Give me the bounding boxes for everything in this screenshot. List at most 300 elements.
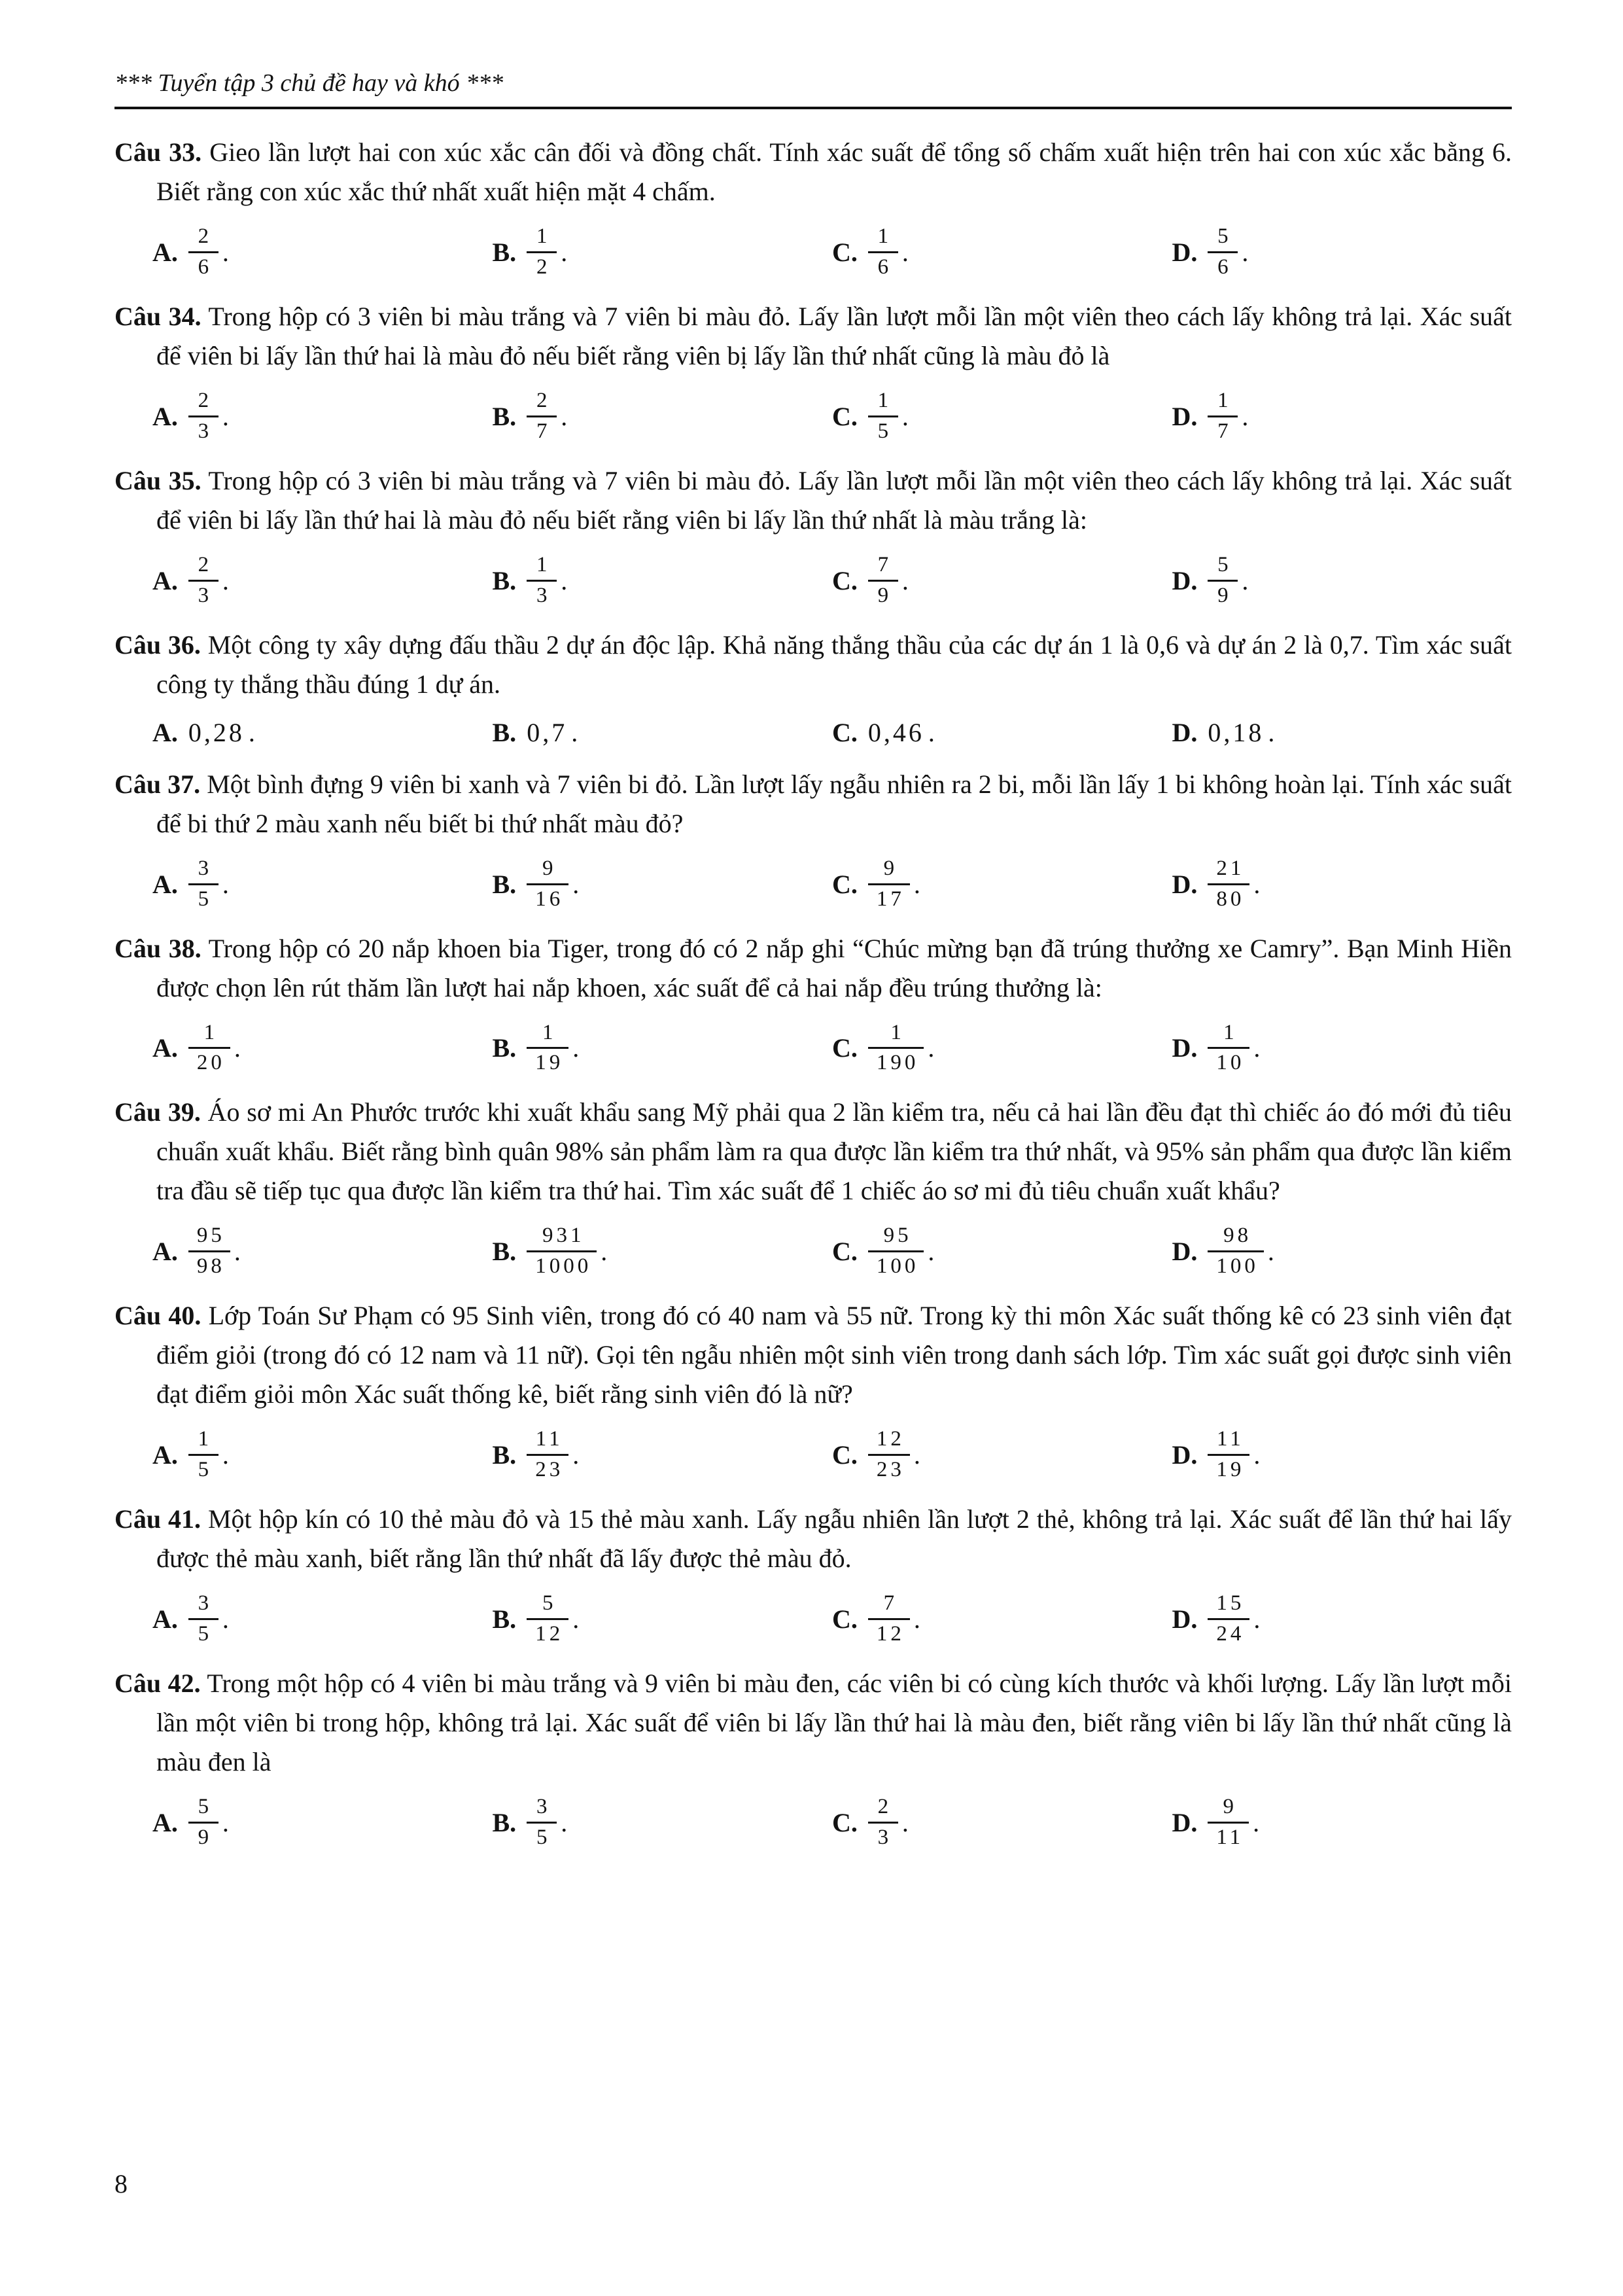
- answer-option: [493, 553, 833, 609]
- option-letter: C.: [832, 1033, 858, 1063]
- fraction-value: [527, 857, 568, 912]
- fraction-numerator: 3: [198, 1591, 213, 1616]
- answer-option: [493, 389, 833, 444]
- question: [114, 929, 1512, 1076]
- fraction-bar: [188, 251, 218, 253]
- question-body: Một hộp kín có 10 thẻ màu đỏ và 15 thẻ màu xanh. Lấy ngẫu nhiên lần lượt 2 thẻ, không trả lại. Xác suất để lần thứ hai lấy được thẻ màu xanh, biết rằng lần thứ nhất đã lấy được thẻ màu đỏ.: [156, 1504, 1512, 1574]
- options-row: [114, 553, 1512, 609]
- fraction-denominator: 3: [877, 1825, 892, 1849]
- option-letter: C.: [832, 1237, 858, 1267]
- question-paragraph: [114, 133, 1512, 211]
- fraction-value: [868, 1427, 910, 1483]
- fraction-denominator: 12: [535, 1622, 564, 1646]
- fraction-value: [527, 553, 557, 609]
- fraction-denominator: 23: [876, 1458, 905, 1482]
- fraction-bar: [527, 251, 557, 253]
- fraction-numerator: 1: [203, 1020, 218, 1044]
- option-letter: C.: [832, 1604, 858, 1634]
- option-letter: D.: [1172, 401, 1198, 431]
- fraction-value: [527, 389, 557, 444]
- question-paragraph: [114, 626, 1512, 704]
- answer-option: [1172, 1795, 1512, 1850]
- fraction-numerator: 7: [877, 552, 892, 576]
- fraction-numerator: 1: [877, 224, 892, 248]
- question-body: Một bình đựng 9 viên bi xanh và 7 viên bi đỏ. Lần lượt lấy ngẫu nhiên ra 2 bi, mỗi lần lấy 1 bi không hoàn lại. Tính xác suất để bi thứ 2 màu xanh nếu biết bi thứ nhất màu đỏ?: [156, 769, 1512, 838]
- question-body: Gieo lần lượt hai con xúc xắc cân đối và đồng chất. Tính xác suất để tổng số chấm xuất hiện trên hai con xúc xắc bằng 6. Biết rằng con xúc xắc thứ nhất xuất hiện mặt 4 chấm.: [156, 137, 1512, 206]
- question-number: Câu 33.: [114, 137, 202, 167]
- answer-option: [152, 1021, 493, 1076]
- fraction-value: [188, 389, 218, 444]
- fraction-numerator: 5: [542, 1591, 557, 1616]
- fraction-numerator: 2: [198, 224, 213, 248]
- fraction-bar: [1208, 251, 1238, 253]
- fraction-bar: [868, 580, 898, 582]
- fraction-value: [188, 553, 218, 609]
- question-number: Câu 40.: [114, 1301, 201, 1331]
- option-letter: B.: [492, 1033, 517, 1063]
- fraction-denominator: 100: [1216, 1254, 1259, 1279]
- options-row: [114, 1591, 1512, 1647]
- option-period: .: [1268, 717, 1275, 747]
- fraction-value: [868, 224, 898, 280]
- option-period: .: [601, 1237, 608, 1267]
- fraction-numerator: 7: [883, 1591, 898, 1616]
- question-paragraph: [114, 1664, 1512, 1782]
- fraction-numerator: 21: [1216, 856, 1245, 880]
- option-period: .: [1267, 1237, 1274, 1267]
- options-row: [114, 389, 1512, 444]
- option-period: .: [1253, 869, 1261, 899]
- question-paragraph: [114, 765, 1512, 843]
- question: [114, 1296, 1512, 1483]
- option-period: .: [571, 717, 578, 747]
- option-letter: B.: [492, 1237, 517, 1267]
- answer-option: [1172, 224, 1512, 280]
- fraction-numerator: 12: [876, 1427, 905, 1451]
- option-letter: A.: [152, 565, 178, 595]
- fraction-bar: [188, 415, 218, 417]
- option-value: 0,46: [867, 717, 924, 747]
- option-letter: B.: [492, 1807, 517, 1837]
- fraction-numerator: 5: [1217, 224, 1232, 248]
- fraction-bar: [527, 1618, 568, 1620]
- option-letter: D.: [1172, 1604, 1198, 1634]
- answer-option: [152, 553, 493, 609]
- fraction-denominator: 2: [536, 255, 551, 279]
- question: [114, 1093, 1512, 1279]
- option-letter: C.: [832, 401, 858, 431]
- fraction-numerator: 931: [542, 1224, 585, 1248]
- answer-option: [152, 1224, 493, 1279]
- fraction-denominator: 3: [536, 583, 551, 607]
- fraction-value: [188, 1224, 230, 1279]
- option-period: .: [572, 1440, 580, 1470]
- fraction-value: [188, 857, 218, 912]
- fraction-numerator: 1: [536, 552, 551, 576]
- option-period: .: [561, 237, 568, 267]
- fraction-bar: [527, 580, 557, 582]
- fraction-value: [868, 1021, 924, 1076]
- page-number: 8: [114, 2169, 128, 2199]
- question-body: Trong hộp có 3 viên bi màu trắng và 7 viên bi màu đỏ. Lấy lần lượt mỗi lần một viên theo cách lấy không trả lại. Xác suất để viên bi lấy lần thứ hai là màu đỏ nếu biết rằng viên bi lấy lần thứ nhất là màu trắng là:: [156, 465, 1512, 535]
- question-number: Câu 38.: [114, 933, 201, 963]
- option-letter: D.: [1172, 1440, 1198, 1470]
- fraction-value: [188, 224, 218, 280]
- option-period: .: [572, 1033, 580, 1063]
- option-period: .: [572, 869, 580, 899]
- fraction-numerator: 11: [535, 1427, 563, 1451]
- fraction-value: [1208, 1224, 1264, 1279]
- fraction-numerator: 15: [1216, 1591, 1245, 1616]
- option-period: .: [901, 1807, 909, 1837]
- fraction-bar: [868, 1047, 924, 1049]
- option-period: .: [222, 869, 229, 899]
- option-letter: B.: [492, 401, 517, 431]
- fraction-denominator: 9: [1217, 583, 1232, 607]
- answer-option: [832, 389, 1172, 444]
- option-letter: B.: [492, 1604, 517, 1634]
- option-period: .: [928, 1033, 935, 1063]
- fraction-value: [1208, 1427, 1249, 1483]
- fraction-denominator: 80: [1216, 887, 1245, 911]
- answer-option: [152, 717, 493, 748]
- answer-option: [832, 1795, 1172, 1850]
- fraction-bar: [527, 1250, 597, 1252]
- fraction-denominator: 24: [1216, 1622, 1245, 1646]
- fraction-bar: [1208, 1822, 1249, 1824]
- fraction-numerator: 5: [198, 1795, 213, 1818]
- fraction-bar: [1208, 415, 1238, 417]
- fraction-value: [1208, 857, 1249, 912]
- option-period: .: [222, 401, 229, 431]
- option-letter: C.: [832, 1440, 858, 1470]
- question-number: Câu 34.: [114, 301, 201, 331]
- fraction-numerator: 95: [196, 1224, 225, 1248]
- question-body: Lớp Toán Sư Phạm có 95 Sinh viên, trong đó có 40 nam và 55 nữ. Trong kỳ thi môn Xác suất thống kê có 23 sinh viên đạt điểm giỏi (trong đó có 12 nam và 11 nữ). Gọi tên ngẫu nhiên một sinh viên trong danh sách lớp. Tìm xác suất gọi được sinh viên đạt điểm giỏi môn Xác suất thống kê, biết rằng sinh viên đó là nữ?: [156, 1301, 1512, 1409]
- fraction-numerator: 11: [1217, 1427, 1244, 1451]
- option-letter: D.: [1172, 565, 1198, 595]
- answer-option: [1172, 857, 1512, 912]
- option-letter: C.: [832, 717, 858, 747]
- fraction-value: [868, 857, 910, 912]
- options-row: [114, 1427, 1512, 1483]
- fraction-denominator: 7: [536, 419, 551, 443]
- fraction-denominator: 12: [876, 1622, 905, 1646]
- answer-option: [493, 1224, 833, 1279]
- fraction-numerator: 1: [877, 388, 892, 412]
- option-period: .: [1253, 1033, 1261, 1063]
- fraction-value: [188, 1021, 230, 1076]
- option-letter: A.: [152, 1237, 178, 1267]
- fraction-bar: [527, 1047, 568, 1049]
- option-period: .: [222, 237, 229, 267]
- option-letter: A.: [152, 401, 178, 431]
- fraction-denominator: 11: [1216, 1825, 1244, 1849]
- option-letter: D.: [1172, 1237, 1198, 1267]
- question-paragraph: [114, 461, 1512, 540]
- fraction-denominator: 6: [877, 255, 892, 279]
- options-row: [114, 857, 1512, 912]
- answer-option: [832, 857, 1172, 912]
- option-letter: A.: [152, 869, 178, 899]
- question-number: Câu 41.: [114, 1504, 201, 1534]
- question-paragraph: [114, 297, 1512, 376]
- fraction-bar: [868, 251, 898, 253]
- option-letter: A.: [152, 1440, 178, 1470]
- fraction-value: [188, 1591, 218, 1647]
- option-period: .: [222, 1807, 229, 1837]
- option-period: .: [561, 401, 568, 431]
- fraction-bar: [527, 883, 568, 885]
- fraction-bar: [1208, 1618, 1249, 1620]
- question-body: Một công ty xây dựng đấu thầu 2 dự án độc lập. Khả năng thắng thầu của các dự án 1 là 0,6 và dự án 2 là 0,7. Tìm xác suất công ty thắng thầu đúng 1 dự án.: [156, 629, 1512, 699]
- question-body: Trong hộp có 20 nắp khoen bia Tiger, trong đó có 2 nắp ghi “Chúc mừng bạn đã trúng thưởng xe Camry”. Bạn Minh Hiền được chọn lên rút thăm lần lượt hai nắp khoen, xác suất để cả hai nắp đều trúng thưởng là:: [156, 933, 1512, 1002]
- option-letter: B.: [492, 1440, 517, 1470]
- fraction-denominator: 19: [1216, 1458, 1245, 1482]
- fraction-denominator: 6: [198, 255, 213, 279]
- fraction-bar: [868, 1822, 898, 1824]
- answer-option: [152, 1795, 493, 1850]
- answer-option: [152, 1427, 493, 1483]
- fraction-bar: [188, 1250, 230, 1252]
- fraction-numerator: 1: [536, 224, 551, 248]
- fraction-bar: [868, 1454, 910, 1456]
- option-period: .: [1242, 565, 1249, 595]
- fraction-value: [527, 1591, 568, 1647]
- option-period: .: [901, 237, 909, 267]
- question-number: Câu 39.: [114, 1097, 201, 1127]
- options-row: [114, 717, 1512, 748]
- fraction-denominator: 20: [196, 1051, 225, 1075]
- fraction-value: [527, 1795, 557, 1850]
- option-period: .: [928, 1237, 935, 1267]
- option-period: .: [222, 1604, 229, 1634]
- fraction-denominator: 9: [198, 1825, 213, 1849]
- fraction-bar: [1208, 1250, 1264, 1252]
- answer-option: [832, 224, 1172, 280]
- header-rule: [114, 107, 1512, 109]
- option-value: 0,18: [1208, 717, 1265, 747]
- fraction-value: [868, 1795, 898, 1850]
- fraction-value: [868, 389, 898, 444]
- fraction-numerator: 3: [536, 1795, 551, 1818]
- option-letter: D.: [1172, 869, 1198, 899]
- answer-option: [1172, 1591, 1512, 1647]
- option-period: .: [1253, 1807, 1260, 1837]
- questions-container: [114, 133, 1512, 1850]
- fraction-denominator: 16: [535, 887, 564, 911]
- answer-option: [832, 1427, 1172, 1483]
- option-letter: B.: [492, 869, 517, 899]
- question: [114, 626, 1512, 748]
- fraction-bar: [1208, 1047, 1249, 1049]
- fraction-value: [527, 1021, 568, 1076]
- option-period: .: [913, 1440, 920, 1470]
- fraction-value: [188, 1427, 218, 1483]
- fraction-value: [868, 1224, 924, 1279]
- fraction-denominator: 17: [876, 887, 905, 911]
- answer-option: [1172, 1427, 1512, 1483]
- page-header: *** Tuyển tập 3 chủ đề hay và khó ***: [114, 69, 504, 97]
- fraction-denominator: 98: [196, 1254, 225, 1279]
- question-number: Câu 35.: [114, 465, 201, 495]
- answer-option: [493, 224, 833, 280]
- fraction-denominator: 23: [535, 1458, 564, 1482]
- options-row: [114, 224, 1512, 280]
- fraction-value: [868, 1591, 910, 1647]
- answer-option: [832, 1591, 1172, 1647]
- question-paragraph: [114, 929, 1512, 1008]
- fraction-denominator: 9: [877, 583, 892, 607]
- option-period: .: [928, 717, 935, 747]
- fraction-numerator: 9: [883, 856, 898, 880]
- question-number: Câu 36.: [114, 629, 201, 660]
- fraction-denominator: 3: [198, 583, 213, 607]
- fraction-numerator: 2: [198, 552, 213, 576]
- answer-option: [493, 717, 833, 748]
- question: [114, 297, 1512, 444]
- question-number: Câu 42.: [114, 1669, 201, 1698]
- option-letter: A.: [152, 1033, 178, 1063]
- fraction-bar: [1208, 883, 1249, 885]
- option-letter: C.: [832, 869, 858, 899]
- fraction-denominator: 5: [198, 1458, 213, 1482]
- fraction-value: [527, 224, 557, 280]
- answer-option: [1172, 1224, 1512, 1279]
- fraction-bar: [868, 415, 898, 417]
- fraction-bar: [1208, 580, 1238, 582]
- answer-option: [832, 717, 1172, 748]
- fraction-bar: [868, 883, 910, 885]
- question-body: Trong hộp có 3 viên bi màu trắng và 7 viên bi màu đỏ. Lấy lần lượt mỗi lần một viên theo cách lấy không trả lại. Xác suất để viên bi lấy lần thứ hai là màu đỏ nếu biết rằng viên bị lấy lần thứ nhất cũng là màu đỏ là: [156, 301, 1512, 370]
- option-letter: D.: [1172, 1033, 1198, 1063]
- option-period: .: [901, 565, 909, 595]
- question: [114, 461, 1512, 609]
- question-number: Câu 37.: [114, 769, 201, 799]
- options-row: [114, 1795, 1512, 1850]
- option-period: .: [1242, 237, 1249, 267]
- fraction-denominator: 1000: [535, 1254, 592, 1279]
- fraction-numerator: 9: [1223, 1795, 1238, 1818]
- option-period: .: [572, 1604, 580, 1634]
- fraction-bar: [188, 580, 218, 582]
- option-period: .: [222, 1440, 229, 1470]
- fraction-denominator: 5: [536, 1825, 551, 1849]
- fraction-numerator: 5: [1217, 552, 1232, 576]
- answer-option: [832, 1021, 1172, 1076]
- fraction-denominator: 5: [198, 887, 213, 911]
- answer-option: [152, 389, 493, 444]
- question-body: Áo sơ mi An Phước trước khi xuất khẩu sang Mỹ phải qua 2 lần kiểm tra, nếu cả hai lần đều đạt thì chiếc áo đó mới đủ tiêu chuẩn xuất khẩu. Biết rằng bình quân 98% sản phẩm làm ra qua được lần kiểm tra thứ nhất, và 95% sản phẩm qua được lần kiểm tra đầu sẽ tiếp tục qua được lần kiểm tra thứ hai. Tìm xác suất để 1 chiếc áo sơ mi đủ tiêu chuẩn xuất khẩu?: [156, 1097, 1512, 1206]
- option-letter: A.: [152, 237, 178, 267]
- fraction-bar: [188, 1822, 218, 1824]
- fraction-value: [527, 1224, 597, 1279]
- fraction-numerator: 2: [198, 388, 213, 412]
- option-value: 0,28: [188, 717, 245, 747]
- fraction-numerator: 98: [1223, 1224, 1252, 1248]
- fraction-numerator: 9: [542, 856, 557, 880]
- fraction-numerator: 1: [890, 1020, 905, 1044]
- option-letter: C.: [832, 565, 858, 595]
- answer-option: [832, 553, 1172, 609]
- fraction-bar: [188, 1047, 230, 1049]
- question: [114, 1664, 1512, 1850]
- option-period: .: [1253, 1440, 1261, 1470]
- option-period: .: [561, 1807, 568, 1837]
- fraction-value: [188, 1795, 218, 1850]
- fraction-numerator: 1: [198, 1427, 213, 1451]
- fraction-bar: [1208, 1454, 1249, 1456]
- option-letter: C.: [832, 237, 858, 267]
- option-letter: D.: [1172, 717, 1198, 747]
- answer-option: [1172, 1021, 1512, 1076]
- fraction-denominator: 7: [1217, 419, 1232, 443]
- option-value: 0,7: [527, 717, 568, 747]
- fraction-numerator: 2: [877, 1795, 892, 1818]
- option-period: .: [913, 869, 920, 899]
- fraction-value: [1208, 224, 1238, 280]
- option-period: .: [234, 1237, 241, 1267]
- option-letter: A.: [152, 717, 178, 747]
- fraction-bar: [527, 1454, 568, 1456]
- fraction-bar: [527, 415, 557, 417]
- fraction-denominator: 190: [876, 1051, 919, 1075]
- question-paragraph: [114, 1093, 1512, 1210]
- fraction-value: [868, 553, 898, 609]
- fraction-denominator: 3: [198, 419, 213, 443]
- answer-option: [493, 1427, 833, 1483]
- answer-option: [493, 1795, 833, 1850]
- fraction-denominator: 100: [876, 1254, 919, 1279]
- answer-option: [1172, 553, 1512, 609]
- option-letter: A.: [152, 1807, 178, 1837]
- fraction-denominator: 10: [1216, 1051, 1245, 1075]
- fraction-value: [1208, 1795, 1249, 1850]
- fraction-bar: [188, 1454, 218, 1456]
- fraction-bar: [188, 1618, 218, 1620]
- option-period: .: [222, 565, 229, 595]
- question: [114, 765, 1512, 912]
- answer-option: [493, 1591, 833, 1647]
- fraction-value: [1208, 553, 1238, 609]
- option-period: .: [901, 401, 909, 431]
- option-letter: D.: [1172, 1807, 1198, 1837]
- fraction-bar: [868, 1250, 924, 1252]
- option-letter: A.: [152, 1604, 178, 1634]
- fraction-denominator: 5: [198, 1622, 213, 1646]
- option-period: .: [561, 565, 568, 595]
- question: [114, 133, 1512, 280]
- option-letter: B.: [492, 565, 517, 595]
- fraction-numerator: 3: [198, 856, 213, 880]
- options-row: [114, 1021, 1512, 1076]
- option-letter: B.: [492, 717, 517, 747]
- option-period: .: [1253, 1604, 1261, 1634]
- option-period: .: [248, 717, 255, 747]
- fraction-bar: [527, 1822, 557, 1824]
- fraction-bar: [188, 883, 218, 885]
- options-row: [114, 1224, 1512, 1279]
- answer-option: [1172, 717, 1512, 748]
- question-paragraph: [114, 1500, 1512, 1578]
- fraction-numerator: 1: [1217, 388, 1232, 412]
- fraction-value: [1208, 1021, 1249, 1076]
- answer-option: [493, 1021, 833, 1076]
- fraction-bar: [868, 1618, 910, 1620]
- question-body: Trong một hộp có 4 viên bi màu trắng và 9 viên bi màu đen, các viên bi có cùng kích thước và khối lượng. Lấy lần lượt mỗi lần một viên bi trong hộp, không trả lại. Xác suất để viên bi lấy lần thứ hai là màu đen, biết rằng viên bi lấy lần thứ nhất cũng là màu đen là: [156, 1669, 1512, 1776]
- question-paragraph: [114, 1296, 1512, 1414]
- option-period: .: [234, 1033, 241, 1063]
